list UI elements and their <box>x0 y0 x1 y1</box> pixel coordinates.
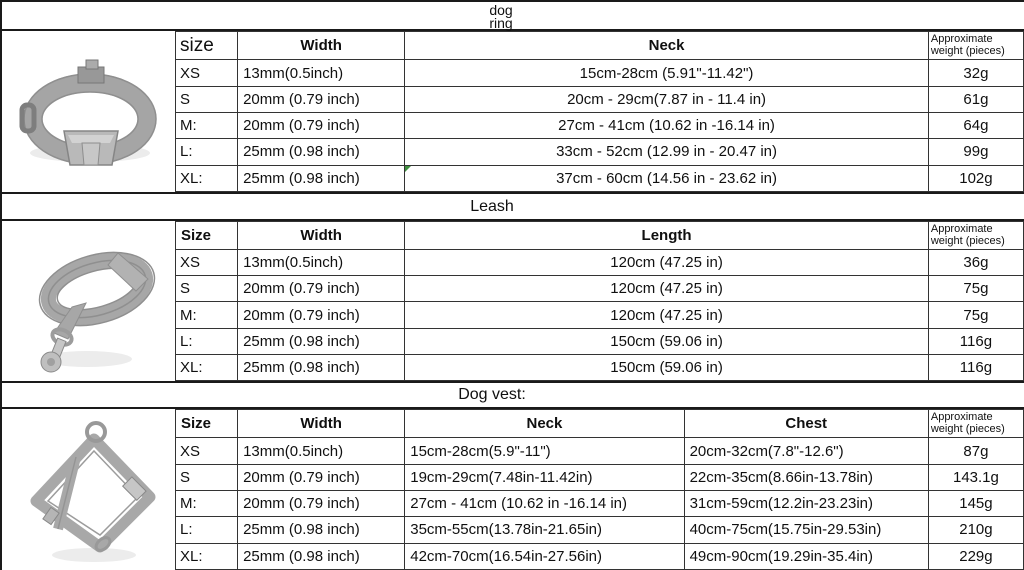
collar-image <box>2 31 175 192</box>
cell-width: 13mm(0.5inch) <box>238 438 405 464</box>
col-header-neck: Neck <box>405 410 684 438</box>
cell-neck: 33cm - 52cm (12.99 in - 20.47 in) <box>405 139 929 165</box>
table-row <box>176 464 1024 490</box>
cell-size: XS <box>176 250 238 276</box>
col-header-size: Size <box>176 410 238 438</box>
cell-size: S <box>176 86 238 112</box>
cell-size: XL: <box>176 354 238 380</box>
collar-illustration <box>2 31 175 192</box>
table-row <box>176 165 1024 191</box>
cell-weight: 87g <box>928 438 1023 464</box>
cell-size: L: <box>176 328 238 354</box>
cell-size: S <box>176 276 238 302</box>
cell-weight: 145g <box>928 491 1023 517</box>
cell-size: S <box>176 464 238 490</box>
leash-title: Leash <box>470 197 514 215</box>
col-header-length: Length <box>405 222 929 250</box>
cell-width: 25mm (0.98 inch) <box>238 517 405 543</box>
cell-neck-text: 37cm - 60cm (14.56 in - 23.62 in) <box>556 169 778 187</box>
cell-neck <box>405 165 929 191</box>
cell-weight: 32g <box>928 60 1023 86</box>
table-row <box>176 60 1024 86</box>
collar-title-row <box>2 0 1024 29</box>
cell-size: XS <box>176 60 238 86</box>
leash-size-table <box>175 221 1024 381</box>
cell-neck: 42cm-70cm(16.54in-27.56in) <box>405 543 684 569</box>
collar-title-line2: ring <box>489 15 513 31</box>
table-row <box>176 302 1024 328</box>
col-header-weight <box>928 410 1023 438</box>
table-row <box>176 328 1024 354</box>
leash-image <box>2 221 175 381</box>
header-row <box>176 222 1024 250</box>
col-header-weight <box>928 32 1023 60</box>
cell-width: 20mm (0.79 inch) <box>238 113 405 139</box>
table-row <box>176 139 1024 165</box>
vest-size-table <box>175 409 1024 570</box>
collar-section <box>2 29 1024 192</box>
collar-title <box>480 4 522 30</box>
cell-size: L: <box>176 517 238 543</box>
cell-chest: 31cm-59cm(12.2in-23.23in) <box>684 491 928 517</box>
cell-length: 150cm (59.06 in) <box>405 328 929 354</box>
harness-image <box>2 409 175 570</box>
cell-weight: 75g <box>928 302 1023 328</box>
cell-width: 13mm(0.5inch) <box>238 60 405 86</box>
cell-neck: 19cm-29cm(7.48in-11.42in) <box>405 464 684 490</box>
table-row <box>176 250 1024 276</box>
col-header-chest: Chest <box>684 410 928 438</box>
cell-length: 120cm (47.25 in) <box>405 302 929 328</box>
cell-weight: 116g <box>928 328 1023 354</box>
leash-section <box>2 219 1024 381</box>
col-header-width: Width <box>238 222 405 250</box>
cell-chest: 40cm-75cm(15.75in-29.53in) <box>684 517 928 543</box>
cell-weight: 61g <box>928 86 1023 112</box>
table-row <box>176 276 1024 302</box>
header-row <box>176 410 1024 438</box>
table-row <box>176 543 1024 569</box>
cell-neck: 20cm - 29cm(7.87 in - 11.4 in) <box>405 86 929 112</box>
vest-title: Dog vest: <box>458 386 526 403</box>
cell-weight: 210g <box>928 517 1023 543</box>
col-header-size: Size <box>176 222 238 250</box>
col-header-size: size <box>176 32 238 60</box>
cell-weight: 143.1g <box>928 464 1023 490</box>
leash-illustration <box>2 221 175 381</box>
cell-width: 20mm (0.79 inch) <box>238 276 405 302</box>
cell-width: 25mm (0.98 inch) <box>238 328 405 354</box>
cell-length: 120cm (47.25 in) <box>405 276 929 302</box>
cell-size: M: <box>176 491 238 517</box>
table-row <box>176 491 1024 517</box>
cell-neck: 15cm-28cm (5.91"-11.42") <box>405 60 929 86</box>
cell-neck: 27cm - 41cm (10.62 in -16.14 in) <box>405 113 929 139</box>
cell-chest: 20cm-32cm(7.8"-12.6") <box>684 438 928 464</box>
cell-width: 25mm (0.98 inch) <box>238 354 405 380</box>
cell-chest: 49cm-90cm(19.29in-35.4in) <box>684 543 928 569</box>
cell-weight: 116g <box>928 354 1023 380</box>
cell-weight: 64g <box>928 113 1023 139</box>
cell-weight: 75g <box>928 276 1023 302</box>
table-row <box>176 354 1024 380</box>
col-header-weight <box>928 222 1023 250</box>
cell-weight: 102g <box>928 165 1023 191</box>
cell-weight: 99g <box>928 139 1023 165</box>
cell-comment-flag-icon <box>405 166 411 172</box>
cell-size: XS <box>176 438 238 464</box>
weight-header-line1: Approximate <box>930 411 993 424</box>
cell-width: 20mm (0.79 inch) <box>238 464 405 490</box>
cell-neck: 35cm-55cm(13.78in-21.65in) <box>405 517 684 543</box>
cell-size: XL: <box>176 165 238 191</box>
leash-title-row <box>2 192 1024 219</box>
cell-length: 120cm (47.25 in) <box>405 250 929 276</box>
cell-size: M: <box>176 113 238 139</box>
cell-chest: 22cm-35cm(8.66in-13.78in) <box>684 464 928 490</box>
weight-header-line1: Approximate <box>930 223 993 236</box>
cell-width: 25mm (0.98 inch) <box>238 543 405 569</box>
cell-width: 20mm (0.79 inch) <box>238 86 405 112</box>
col-header-width: Width <box>238 410 405 438</box>
weight-header-line2: weight (pieces) <box>930 44 1005 57</box>
table-row <box>176 517 1024 543</box>
weight-header-line2: weight (pieces) <box>930 422 1005 435</box>
cell-width: 20mm (0.79 inch) <box>238 302 405 328</box>
cell-size: L: <box>176 139 238 165</box>
table-row <box>176 438 1024 464</box>
weight-header-line1: Approximate <box>930 33 993 46</box>
collar-title-line1: dog <box>489 2 513 18</box>
cell-width: 25mm (0.98 inch) <box>238 139 405 165</box>
vest-title-row <box>2 381 1024 407</box>
table-row <box>176 86 1024 112</box>
cell-length: 150cm (59.06 in) <box>405 354 929 380</box>
cell-width: 25mm (0.98 inch) <box>238 165 405 191</box>
cell-neck: 27cm - 41cm (10.62 in -16.14 in) <box>405 491 684 517</box>
header-row <box>176 32 1024 60</box>
cell-width: 13mm(0.5inch) <box>238 250 405 276</box>
cell-width: 20mm (0.79 inch) <box>238 491 405 517</box>
col-header-neck: Neck <box>405 32 929 60</box>
harness-illustration <box>2 409 175 570</box>
table-row <box>176 113 1024 139</box>
cell-weight: 229g <box>928 543 1023 569</box>
collar-size-table <box>175 31 1024 192</box>
cell-size: XL: <box>176 543 238 569</box>
col-header-width: Width <box>238 32 405 60</box>
cell-size: M: <box>176 302 238 328</box>
vest-section <box>2 407 1024 570</box>
cell-weight: 36g <box>928 250 1023 276</box>
weight-header-line2: weight (pieces) <box>930 234 1005 247</box>
cell-neck: 15cm-28cm(5.9"-11") <box>405 438 684 464</box>
